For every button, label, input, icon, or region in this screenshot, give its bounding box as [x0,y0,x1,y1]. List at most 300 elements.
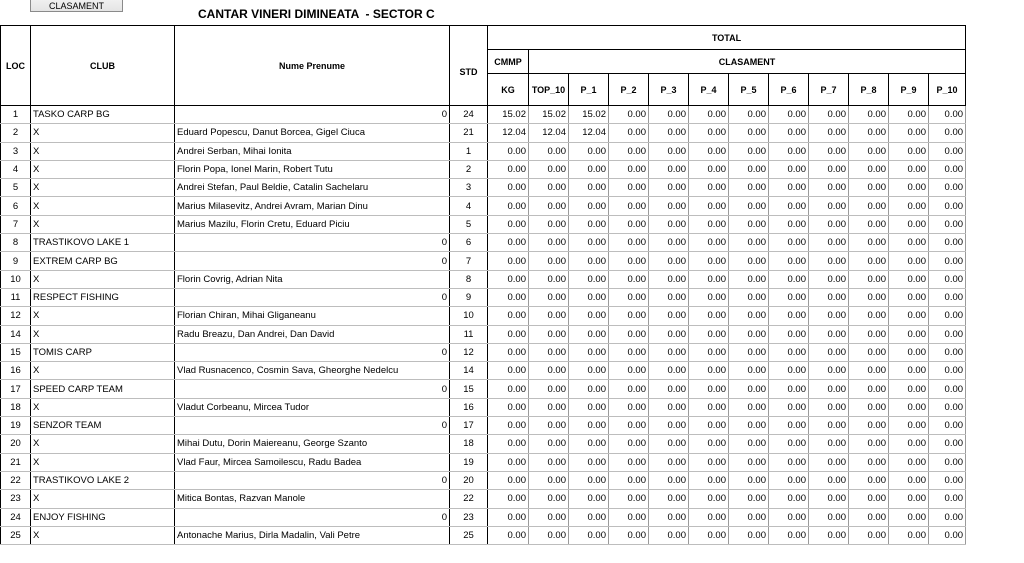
club-cell: X [31,453,175,471]
header-p-1: P_1 [569,74,609,106]
value-cell: 0.00 [569,234,609,252]
loc-cell: 6 [1,197,31,215]
club-cell: X [31,215,175,233]
value-cell: 0.00 [569,490,609,508]
value-cell: 0.00 [609,398,649,416]
value-cell: 0.00 [689,508,729,526]
value-cell: 0.00 [609,252,649,270]
loc-cell: 17 [1,380,31,398]
kg-cell: 0.00 [488,380,529,398]
value-cell: 0.00 [929,398,966,416]
name-text: Andrei Stefan, Paul Beldie, Catalin Sachelaru [177,182,369,194]
kg-cell: 0.00 [488,270,529,288]
value-cell: 0.00 [729,417,769,435]
value-cell: 0.00 [529,526,569,544]
value-cell: 0.00 [529,215,569,233]
name-cell [175,435,450,453]
name-cell [175,160,450,178]
std-cell: 14 [450,362,488,380]
name-cell [175,380,450,398]
table-row [1,142,966,160]
value-cell: 0.00 [889,106,929,124]
club-cell: X [31,526,175,544]
table-row [1,343,966,361]
kg-cell: 0.00 [488,435,529,453]
name-text: Eduard Popescu, Danut Borcea, Gigel Ciuca [177,127,365,139]
table-row [1,325,966,343]
name-cell [175,343,450,361]
value-cell: 0.00 [649,453,689,471]
value-cell: 0.00 [929,197,966,215]
value-cell: 0.00 [569,435,609,453]
name-zero: 0 [441,420,447,432]
value-cell: 0.00 [769,124,809,142]
kg-cell: 0.00 [488,234,529,252]
std-cell: 24 [450,106,488,124]
value-cell: 0.00 [769,270,809,288]
value-cell: 0.00 [569,325,609,343]
std-cell: 19 [450,453,488,471]
club-cell: SPEED CARP TEAM [31,380,175,398]
value-cell: 0.00 [929,362,966,380]
value-cell: 0.00 [569,526,609,544]
value-cell: 0.00 [769,106,809,124]
value-cell: 0.00 [529,270,569,288]
value-cell: 0.00 [529,142,569,160]
kg-cell: 0.00 [488,288,529,306]
kg-cell: 0.00 [488,490,529,508]
value-cell: 0.00 [689,490,729,508]
value-cell: 0.00 [769,526,809,544]
name-text: Florin Popa, Ionel Marin, Robert Tutu [177,164,333,176]
kg-cell: 0.00 [488,526,529,544]
page-title: CANTAR VINERI DIMINEATA - SECTOR C [198,7,435,21]
value-cell: 0.00 [729,252,769,270]
value-cell: 0.00 [849,362,889,380]
loc-cell: 11 [1,288,31,306]
value-cell: 0.00 [689,252,729,270]
value-cell: 12.04 [569,124,609,142]
results-table [0,25,966,545]
std-cell: 2 [450,160,488,178]
name-text: Marius Mazilu, Florin Cretu, Eduard Piciu [177,218,350,230]
loc-cell: 1 [1,106,31,124]
header-p-4: P_4 [689,74,729,106]
club-cell: X [31,270,175,288]
header-p-8: P_8 [849,74,889,106]
value-cell: 0.00 [689,526,729,544]
value-cell: 0.00 [649,215,689,233]
loc-cell: 18 [1,398,31,416]
loc-cell: 9 [1,252,31,270]
value-cell: 0.00 [929,124,966,142]
value-cell: 0.00 [889,160,929,178]
loc-cell: 16 [1,362,31,380]
header-total: TOTAL [488,26,966,50]
name-text: Antonache Marius, Dirla Madalin, Vali Petre [177,529,361,541]
club-cell: TRASTIKOVO LAKE 2 [31,471,175,489]
value-cell: 0.00 [929,325,966,343]
value-cell: 0.00 [729,471,769,489]
value-cell: 0.00 [929,490,966,508]
table-row [1,215,966,233]
name-cell [175,362,450,380]
value-cell: 0.00 [849,417,889,435]
name-zero: 0 [441,109,447,121]
value-cell: 0.00 [729,106,769,124]
value-cell: 0.00 [569,142,609,160]
value-cell: 0.00 [729,526,769,544]
name-cell [175,106,450,124]
std-cell: 11 [450,325,488,343]
value-cell: 0.00 [729,490,769,508]
name-cell [175,453,450,471]
value-cell: 0.00 [729,307,769,325]
value-cell: 0.00 [889,343,929,361]
value-cell: 0.00 [929,417,966,435]
value-cell: 0.00 [649,307,689,325]
value-cell: 0.00 [889,508,929,526]
value-cell: 0.00 [929,215,966,233]
club-cell: X [31,362,175,380]
value-cell: 0.00 [809,307,849,325]
std-cell: 23 [450,508,488,526]
value-cell: 0.00 [569,362,609,380]
loc-cell: 23 [1,490,31,508]
name-cell [175,142,450,160]
value-cell: 0.00 [689,197,729,215]
header-club: CLUB [31,26,175,106]
value-cell: 0.00 [929,234,966,252]
value-cell: 0.00 [809,124,849,142]
std-cell: 16 [450,398,488,416]
value-cell: 0.00 [569,160,609,178]
value-cell: 0.00 [609,526,649,544]
value-cell: 0.00 [649,179,689,197]
value-cell: 0.00 [929,453,966,471]
name-text: Andrei Serban, Mihai Ionita [177,145,292,157]
value-cell: 0.00 [609,435,649,453]
value-cell: 0.00 [889,362,929,380]
value-cell: 0.00 [609,179,649,197]
name-cell [175,307,450,325]
value-cell: 0.00 [609,234,649,252]
value-cell: 0.00 [609,270,649,288]
std-cell: 10 [450,307,488,325]
value-cell: 0.00 [769,453,809,471]
club-cell: X [31,490,175,508]
value-cell: 0.00 [649,252,689,270]
value-cell: 0.00 [689,106,729,124]
value-cell: 0.00 [609,106,649,124]
value-cell: 0.00 [689,307,729,325]
value-cell: 0.00 [769,471,809,489]
value-cell: 0.00 [729,453,769,471]
value-cell: 0.00 [849,288,889,306]
value-cell: 0.00 [729,270,769,288]
header-p-10: P_10 [929,74,966,106]
value-cell: 0.00 [849,124,889,142]
value-cell: 0.00 [809,508,849,526]
table-row [1,435,966,453]
value-cell: 0.00 [649,142,689,160]
club-cell: X [31,124,175,142]
club-cell: X [31,179,175,197]
value-cell: 0.00 [849,234,889,252]
header-clasament: CLASAMENT [529,50,966,74]
club-cell: EXTREM CARP BG [31,252,175,270]
value-cell: 0.00 [729,124,769,142]
value-cell: 0.00 [889,398,929,416]
value-cell: 0.00 [849,106,889,124]
name-text: Florian Chiran, Mihai Gliganeanu [177,310,316,322]
value-cell: 0.00 [529,179,569,197]
table-row [1,252,966,270]
value-cell: 0.00 [529,435,569,453]
header-kg: KG [488,74,529,106]
table-row [1,471,966,489]
name-text: Mitica Bontas, Razvan Manole [177,493,306,505]
value-cell: 0.00 [769,417,809,435]
name-cell [175,270,450,288]
value-cell: 0.00 [689,435,729,453]
value-cell: 0.00 [649,490,689,508]
value-cell: 0.00 [529,417,569,435]
name-cell [175,124,450,142]
table-row [1,417,966,435]
table-row [1,526,966,544]
name-text: Mihai Dutu, Dorin Maiereanu, George Szanto [177,438,368,450]
name-zero: 0 [441,255,447,267]
value-cell: 0.00 [649,270,689,288]
value-cell: 0.00 [689,124,729,142]
value-cell: 0.00 [529,160,569,178]
value-cell: 0.00 [849,215,889,233]
clasament-button[interactable]: CLASAMENT [30,0,123,12]
name-cell [175,398,450,416]
value-cell: 0.00 [769,325,809,343]
name-text: Marius Milasevitz, Andrei Avram, Marian Dinu [177,200,368,212]
kg-cell: 0.00 [488,215,529,233]
name-text: Vlad Rusnacenco, Cosmin Sava, Gheorghe Nedelcu [177,365,399,377]
kg-cell: 0.00 [488,343,529,361]
kg-cell: 0.00 [488,197,529,215]
name-text: Vladut Corbeanu, Mircea Tudor [177,401,310,413]
value-cell: 0.00 [649,106,689,124]
value-cell: 0.00 [609,508,649,526]
value-cell: 0.00 [569,471,609,489]
name-zero: 0 [441,347,447,358]
value-cell: 0.00 [889,435,929,453]
std-cell: 22 [450,490,488,508]
value-cell: 0.00 [609,343,649,361]
value-cell: 0.00 [809,490,849,508]
club-cell: ENJOY FISHING [31,508,175,526]
value-cell: 0.00 [529,398,569,416]
value-cell: 0.00 [609,288,649,306]
value-cell: 0.00 [889,325,929,343]
value-cell: 0.00 [609,197,649,215]
value-cell: 0.00 [609,417,649,435]
value-cell: 0.00 [849,307,889,325]
loc-cell: 24 [1,508,31,526]
value-cell: 0.00 [569,197,609,215]
kg-cell: 0.00 [488,398,529,416]
name-cell [175,508,450,526]
value-cell: 0.00 [569,380,609,398]
table-row [1,106,966,124]
loc-cell: 2 [1,124,31,142]
value-cell: 0.00 [649,362,689,380]
value-cell: 0.00 [569,343,609,361]
std-cell: 9 [450,288,488,306]
loc-cell: 7 [1,215,31,233]
value-cell: 0.00 [889,307,929,325]
name-cell [175,234,450,252]
header-cmmp: CMMP [488,50,529,74]
value-cell: 0.00 [809,252,849,270]
name-cell [175,179,450,197]
value-cell: 0.00 [889,197,929,215]
club-cell: TRASTIKOVO LAKE 1 [31,234,175,252]
value-cell: 0.00 [769,490,809,508]
value-cell: 0.00 [529,343,569,361]
loc-cell: 10 [1,270,31,288]
header-p-7: P_7 [809,74,849,106]
club-cell: X [31,142,175,160]
name-cell [175,471,450,489]
header-p-3: P_3 [649,74,689,106]
value-cell: 0.00 [729,142,769,160]
value-cell: 0.00 [689,179,729,197]
table-row [1,508,966,526]
value-cell: 0.00 [729,380,769,398]
name-text: Vlad Faur, Mircea Samoilescu, Radu Badea [177,456,362,468]
value-cell: 0.00 [609,142,649,160]
value-cell: 0.00 [609,160,649,178]
value-cell: 0.00 [809,526,849,544]
value-cell: 0.00 [729,215,769,233]
std-cell: 4 [450,197,488,215]
value-cell: 0.00 [809,270,849,288]
value-cell: 0.00 [849,398,889,416]
value-cell: 0.00 [689,417,729,435]
value-cell: 0.00 [769,252,809,270]
name-cell [175,215,450,233]
value-cell: 0.00 [809,380,849,398]
kg-cell: 0.00 [488,471,529,489]
value-cell: 0.00 [809,343,849,361]
std-cell: 12 [450,343,488,361]
value-cell: 0.00 [729,362,769,380]
value-cell: 0.00 [529,380,569,398]
kg-cell: 0.00 [488,417,529,435]
loc-cell: 15 [1,343,31,361]
value-cell: 0.00 [809,398,849,416]
value-cell: 0.00 [529,471,569,489]
value-cell: 0.00 [569,453,609,471]
table-row [1,380,966,398]
name-zero: 0 [441,237,447,249]
value-cell: 0.00 [769,435,809,453]
value-cell: 0.00 [889,417,929,435]
loc-cell: 3 [1,142,31,160]
std-cell: 25 [450,526,488,544]
header-p-2: P_2 [609,74,649,106]
name-cell [175,288,450,306]
header-name: Nume Prenume [175,26,450,106]
value-cell: 0.00 [849,325,889,343]
std-cell: 18 [450,435,488,453]
header-p-9: P_9 [889,74,929,106]
value-cell: 0.00 [889,490,929,508]
kg-cell: 0.00 [488,325,529,343]
name-cell [175,417,450,435]
value-cell: 0.00 [809,160,849,178]
club-cell: X [31,398,175,416]
table-row [1,398,966,416]
value-cell: 0.00 [609,471,649,489]
value-cell: 0.00 [729,435,769,453]
value-cell: 0.00 [569,215,609,233]
value-cell: 0.00 [809,362,849,380]
std-cell: 20 [450,471,488,489]
value-cell: 0.00 [569,398,609,416]
value-cell: 0.00 [849,160,889,178]
value-cell: 0.00 [809,197,849,215]
value-cell: 0.00 [689,343,729,361]
std-cell: 3 [450,179,488,197]
loc-cell: 25 [1,526,31,544]
value-cell: 0.00 [769,307,809,325]
value-cell: 0.00 [769,234,809,252]
value-cell: 0.00 [689,380,729,398]
club-cell: TASKO CARP BG [31,106,175,124]
value-cell: 0.00 [569,307,609,325]
value-cell: 0.00 [809,325,849,343]
value-cell: 0.00 [769,215,809,233]
value-cell: 0.00 [649,508,689,526]
club-cell: X [31,307,175,325]
loc-cell: 12 [1,307,31,325]
loc-cell: 4 [1,160,31,178]
value-cell: 0.00 [809,417,849,435]
value-cell: 0.00 [809,215,849,233]
table-row [1,490,966,508]
table-row [1,197,966,215]
std-cell: 15 [450,380,488,398]
std-cell: 17 [450,417,488,435]
value-cell: 0.00 [729,179,769,197]
value-cell: 0.00 [729,197,769,215]
value-cell: 0.00 [849,270,889,288]
kg-cell: 12.04 [488,124,529,142]
value-cell: 0.00 [929,307,966,325]
name-text: Radu Breazu, Dan Andrei, Dan David [177,328,335,340]
value-cell: 0.00 [809,142,849,160]
value-cell: 0.00 [809,471,849,489]
value-cell: 0.00 [649,435,689,453]
kg-cell: 0.00 [488,142,529,160]
loc-cell: 14 [1,325,31,343]
value-cell: 0.00 [929,160,966,178]
value-cell: 0.00 [769,508,809,526]
club-cell: RESPECT FISHING [31,288,175,306]
value-cell: 0.00 [609,380,649,398]
value-cell: 0.00 [769,197,809,215]
kg-cell: 0.00 [488,307,529,325]
value-cell: 0.00 [889,124,929,142]
